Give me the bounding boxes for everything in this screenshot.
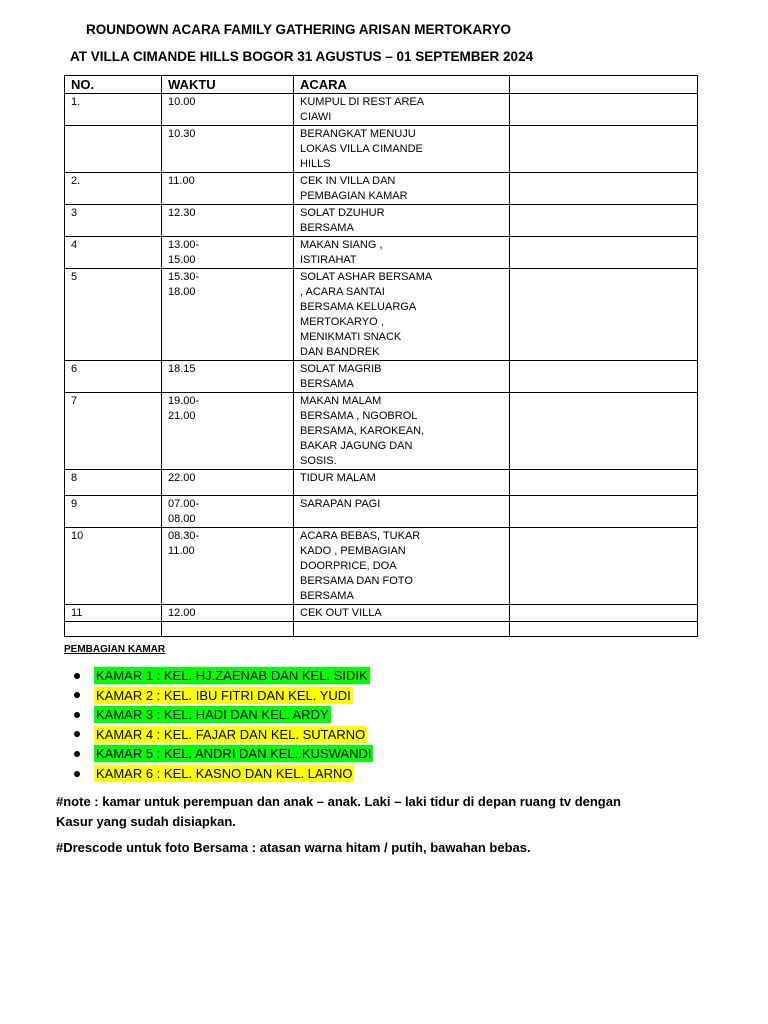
cell-acara: SARAPAN PAGI [294,496,510,528]
room-assignment-item [70,686,373,706]
room-assignment-list [70,666,373,784]
cell-no: 11 [65,605,162,622]
header-blank [510,76,698,94]
cell-waktu: 07.00- 08.00 [162,496,294,528]
header-no: NO. [65,76,162,94]
table-header-row [65,76,698,94]
document-title: ROUNDOWN ACARA FAMILY GATHERING ARISAN MERTOKARYO [86,22,512,37]
bullet-icon [74,673,80,679]
cell-waktu [162,622,294,637]
cell-acara: ACARA BEBAS, TUKAR KADO , PEMBAGIAN DOORPRICE, DOA BERSAMA DAN FOTO BERSAMA [294,528,510,605]
room-assignment-item [70,744,373,764]
section-title-pembagian-kamar: PEMBAGIAN KAMAR [64,644,166,655]
room-assignment-text: KAMAR 5 : KEL. ANDRI DAN KEL. KUSWANDI [96,746,372,762]
cell-extra [510,393,698,470]
cell-no: 4 [65,237,162,269]
bullet-icon [74,712,80,718]
document-subtitle: AT VILLA CIMANDE HILLS BOGOR 31 AGUSTUS – 01 SEPTEMBER 2024 [70,49,534,64]
cell-extra [510,361,698,393]
cell-no: 3 [65,205,162,237]
cell-waktu: 13.00- 15.00 [162,237,294,269]
header-acara: ACARA [294,76,510,94]
cell-acara: MAKAN SIANG , ISTIRAHAT [294,237,510,269]
room-assignment-text: KAMAR 6 : KEL. KASNO DAN KEL. LARNO [96,765,353,781]
cell-waktu: 15.30- 18.00 [162,269,294,361]
cell-extra [510,470,698,496]
bullet-icon [74,751,80,757]
cell-acara: SOLAT ASHAR BERSAMA , ACARA SANTAI BERSAMA KELUARGA MERTOKARYO , MENIKMATI SNACK DAN BANDREK [294,269,510,361]
table-row [65,126,698,173]
cell-waktu: 11.00 [162,173,294,205]
cell-acara: TIDUR MALAM [294,470,510,496]
cell-extra [510,496,698,528]
cell-waktu: 22.00 [162,470,294,496]
room-assignment-text: KAMAR 1 : KEL. HJ.ZAENAB DAN KEL. SIDIK [96,668,368,683]
cell-extra [510,205,698,237]
cell-acara: BERANGKAT MENUJU LOKAS VILLA CIMANDE HILLS [294,126,510,173]
cell-no [65,622,162,637]
cell-waktu: 10.30 [162,126,294,173]
cell-no: 7 [65,393,162,470]
table-row [65,173,698,205]
cell-extra [510,528,698,605]
table-row [65,269,698,361]
cell-extra [510,237,698,269]
cell-no: 9 [65,496,162,528]
header-waktu: WAKTU [162,76,294,94]
cell-acara [294,622,510,637]
cell-acara: CEK IN VILLA DAN PEMBAGIAN KAMAR [294,173,510,205]
cell-acara: KUMPUL DI REST AREA CIAWI [294,94,510,126]
room-assignment-item [70,764,373,784]
bullet-icon [74,692,80,698]
table-row [65,605,698,622]
bullet-icon [74,731,80,737]
cell-extra [510,94,698,126]
room-assignment-text: KAMAR 4 : KEL. FAJAR DAN KEL. SUTARNO [96,726,366,742]
table-row [65,361,698,393]
cell-extra [510,126,698,173]
table-row [65,237,698,269]
table-row [65,528,698,605]
table-row [65,622,698,637]
room-assignment-item [70,725,373,745]
schedule-body [65,94,698,637]
cell-no: 10 [65,528,162,605]
cell-waktu: 12.30 [162,205,294,237]
table-row [65,94,698,126]
cell-acara: SOLAT MAGRIB BERSAMA [294,361,510,393]
cell-acara: CEK OUT VILLA [294,605,510,622]
cell-acara: MAKAN MALAM BERSAMA , NGOBROL BERSAMA, KAROKEAN, BAKAR JAGUNG DAN SOSIS. [294,393,510,470]
cell-no: 6 [65,361,162,393]
cell-no: 2. [65,173,162,205]
room-assignment-text: KAMAR 2 : KEL. IBU FITRI DAN KEL. YUDI [96,687,351,703]
cell-extra [510,605,698,622]
cell-waktu: 18.15 [162,361,294,393]
note-text: #note : kamar untuk perempuan dan anak – anak. Laki – laki tidur di depan ruang tv dengan Kasur yang sudah disiapkan. [56,794,621,829]
cell-no: 8 [65,470,162,496]
bullet-icon [74,771,80,777]
cell-no [65,126,162,173]
cell-extra [510,269,698,361]
cell-no: 1. [65,94,162,126]
table-row [65,393,698,470]
table-row [65,470,698,496]
room-assignment-item [70,666,373,686]
table-row [65,205,698,237]
cell-extra [510,622,698,637]
dresscode-text: #Drescode untuk foto Bersama : atasan warna hitam / putih, bawahan bebas. [56,840,531,855]
schedule-table [64,75,698,637]
cell-waktu: 19.00- 21.00 [162,393,294,470]
room-assignment-text: KAMAR 3 : KEL. HADI DAN KEL. ARDY [96,707,329,723]
cell-no: 5 [65,269,162,361]
cell-acara: SOLAT DZUHUR BERSAMA [294,205,510,237]
room-assignment-item [70,705,373,725]
cell-waktu: 10.00 [162,94,294,126]
cell-extra [510,173,698,205]
cell-waktu: 08.30- 11.00 [162,528,294,605]
table-row [65,496,698,528]
cell-waktu: 12.00 [162,605,294,622]
